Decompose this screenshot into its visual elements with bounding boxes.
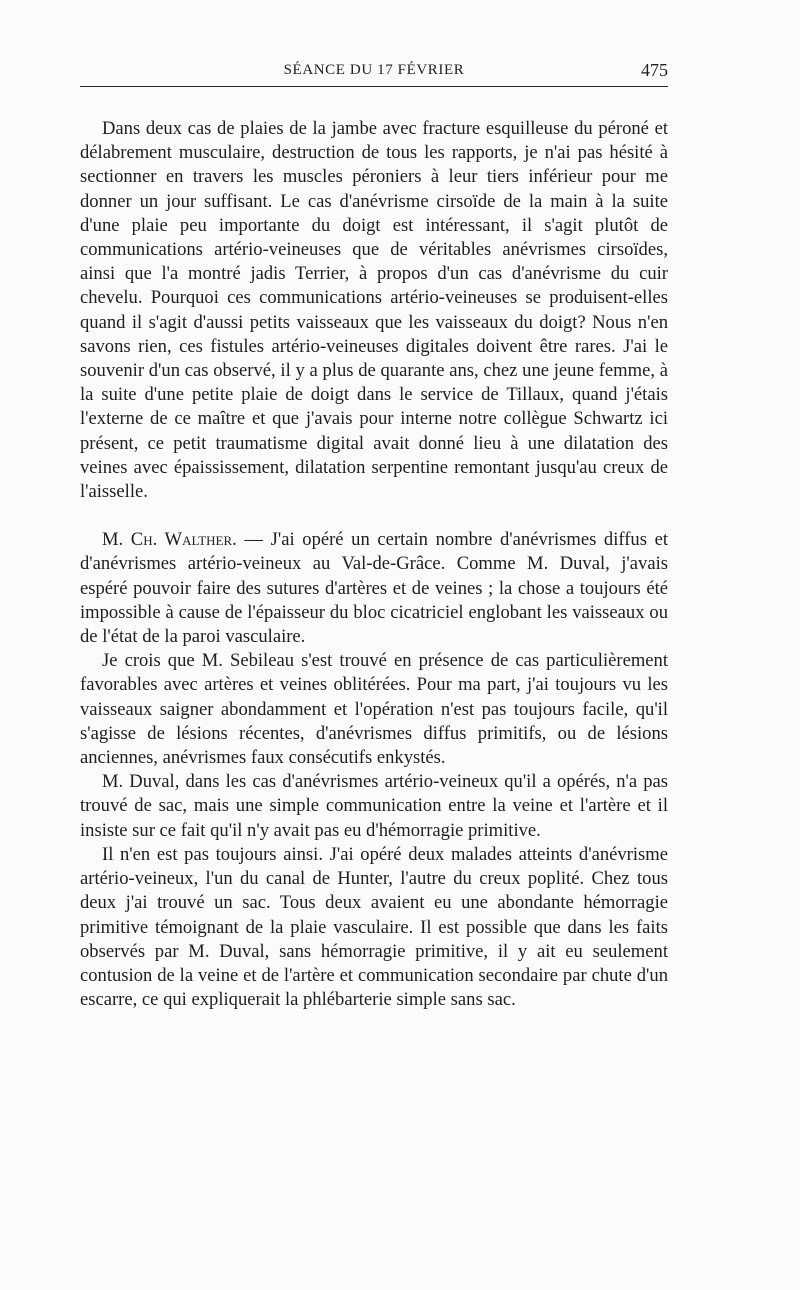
running-header bbox=[80, 58, 668, 87]
paragraph-dans-deux-cas: Dans deux cas de plaies de la jambe avec fracture esquilleuse du péroné et délabrement musculaire, destruction de tous les rapports, je n'ai pas hésité à sectionner en travers les muscles péroniers à leur tiers inférieur pour me donner un jour suffisant. Le cas d'anévrisme cirsoïde de la main à la suite d'une plaie peu importante du doigt est intéressant, il s'agit plutôt de communications artério-veineuses que de véritables anévrismes cirsoïdes, ainsi que l'a montré jadis Terrier, à propos d'un cas d'anévrisme du cuir chevelu. Pourquoi ces communications artério-veineuses se produisent-elles quand il s'agit d'aussi petits vaisseaux que les vaisseaux du doigt? Nous n'en savons rien, ces fistules artério-veineuses digitales doivent être rares. J'ai le souvenir d'un cas observé, il y a plus de quarante ans, chez une jeune femme, à la suite d'une petite plaie de doigt dans le service de Tillaux, quand j'étais l'externe de ce maître et que j'avais pour interne notre collègue Schwartz ici présent, ce petit traumatisme digital avait donné lieu à une dilatation des veines avec épaississement, dilatation serpentine remontant jusqu'au creux de l'aisselle. bbox=[80, 118, 668, 503]
paragraph-hunter: Il n'en est pas toujours ainsi. J'ai opéré deux malades atteints d'anévrisme artério-veineux, l'un du canal de Hunter, l'autre du creux poplité. Chez tous deux j'ai trouvé un sac. Tous deux avaient eu une abondante hémorragie primitive témoignant de la plaie vasculaire. Il est possible que dans les faits observés par M. Duval, sans hémorragie primitive, il y ait eu seulement contusion de la veine et de l'artère et communication secondaire par chute d'un escarre, ce qui expliquerait la phlébarterie simple sans sac. bbox=[80, 843, 668, 1011]
paragraph-sebileau: Je crois que M. Sebileau s'est trouvé en présence de cas particulièrement favorables avec artères et veines oblitérées. Pour ma part, j'ai toujours vu les vaisseaux saigner abondamment et l'opération n'est pas toujours facile, qu'il s'agisse de lésions récentes, d'anévrismes diffus primitifs, ou de lésions anciennes, anévrismes faux consécutifs enkystés. bbox=[80, 650, 668, 769]
paragraph-duval: M. Duval, dans les cas d'anévrismes artério-veineux qu'il a opérés, n'a pas trouvé de sac, mais une simple communication entre la veine et l'artère et il insiste sur ce fait qu'il n'y avait pas eu d'hémorragie primitive. bbox=[80, 771, 668, 841]
paragraph-walther-intro bbox=[80, 528, 668, 649]
page-number: 475 bbox=[641, 60, 668, 80]
running-head-title: SÉANCE DU 17 FÉVRIER bbox=[283, 62, 465, 78]
speaker-name: M. Ch. Walther. bbox=[102, 529, 237, 551]
walther-intro-text: — J'ai opéré un certain nombre d'anévrismes diffus et d'anévrismes artério-veineux au Val-de-Grâce. Comme M. Duval, j'avais espéré pouvoir faire des sutures d'artères et de veines ; la chose a toujours été impossible à cause de l'épaisseur du bloc cicatriciel englobant les vaisseaux ou de l'état de la paroi vasculaire. bbox=[80, 529, 669, 648]
body-text bbox=[80, 117, 668, 1012]
